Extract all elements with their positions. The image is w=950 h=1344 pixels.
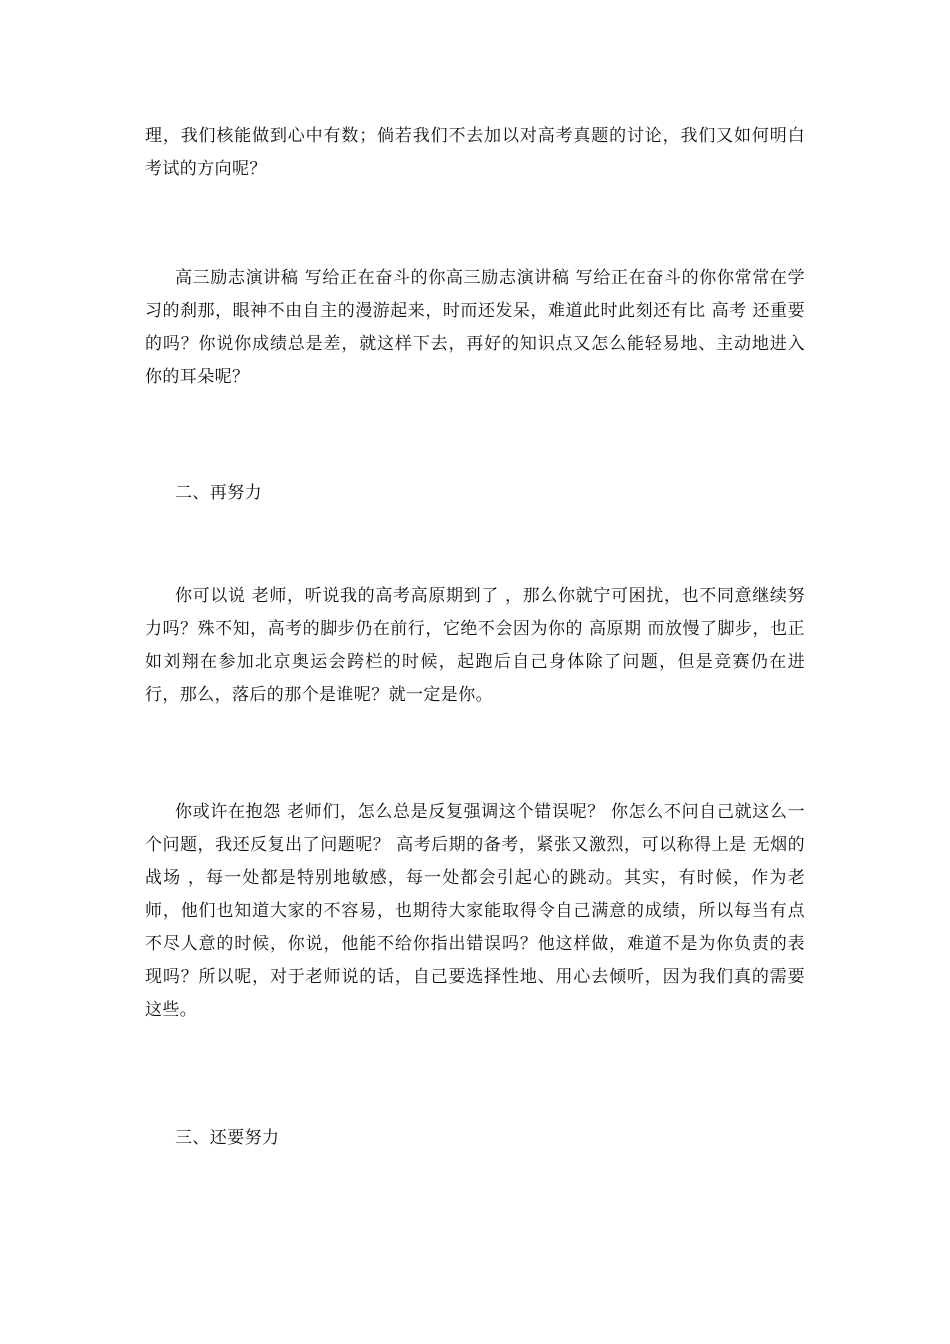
paragraph-plateau: 你可以说 老师，听说我的高考高原期到了 ，那么你就宁可困扰，也不同意继续努力吗？殊不知，高考的脚步仍在前行，它绝不会因为你的 高原期 而放慢了脚步，也正如刘翔在参加北京奥运会跨栏的时候，起跑后自己身体除了问题，但是竞赛仍在进行，那么，落后的那个是谁呢？就一定是你。	[145, 586, 805, 705]
paragraph-teachers: 你或许在抱怨 老师们，怎么总是反复强调这个错误呢？ 你怎么不问自己就这么一个问题，我还反复出了问题呢？ 高考后期的备考，紧张又激烈，可以称得上是 无烟的战场 ，每一处都是特别地敏感，每一处都会引起心的跳动。其实，有时候，作为老师，他们也知道大家的不容易，也期待大家能取得令自己满意的成绩，所以每当有点不尽人意的时候，你说，他能不给你指出错误吗？他这样做，难道不是为你负责的表现吗？所以呢，对于老师说的话，自己要选择性地、用心去倾听，因为我们真的需要这些。	[145, 802, 805, 1020]
paragraph-speech-intro: 高三励志演讲稿 写给正在奋斗的你高三励志演讲稿 写给正在奋斗的你你常常在学习的刹那，眼神不由自主的漫游起来，时而还发呆，难道此时此刻还有比 高考 还重要的吗？你说你成绩总是差，就这样下去，再好的知识点又怎么能轻易地、主动地进入你的耳朵呢？	[145, 268, 805, 387]
section-heading-three: 三、还要努力	[175, 1128, 280, 1148]
paragraph-continuation: 理，我们核能做到心中有数；倘若我们不去加以对高考真题的讨论，我们又如何明白考试的方向呢？	[145, 126, 805, 179]
section-heading-two: 二、再努力	[175, 483, 262, 503]
